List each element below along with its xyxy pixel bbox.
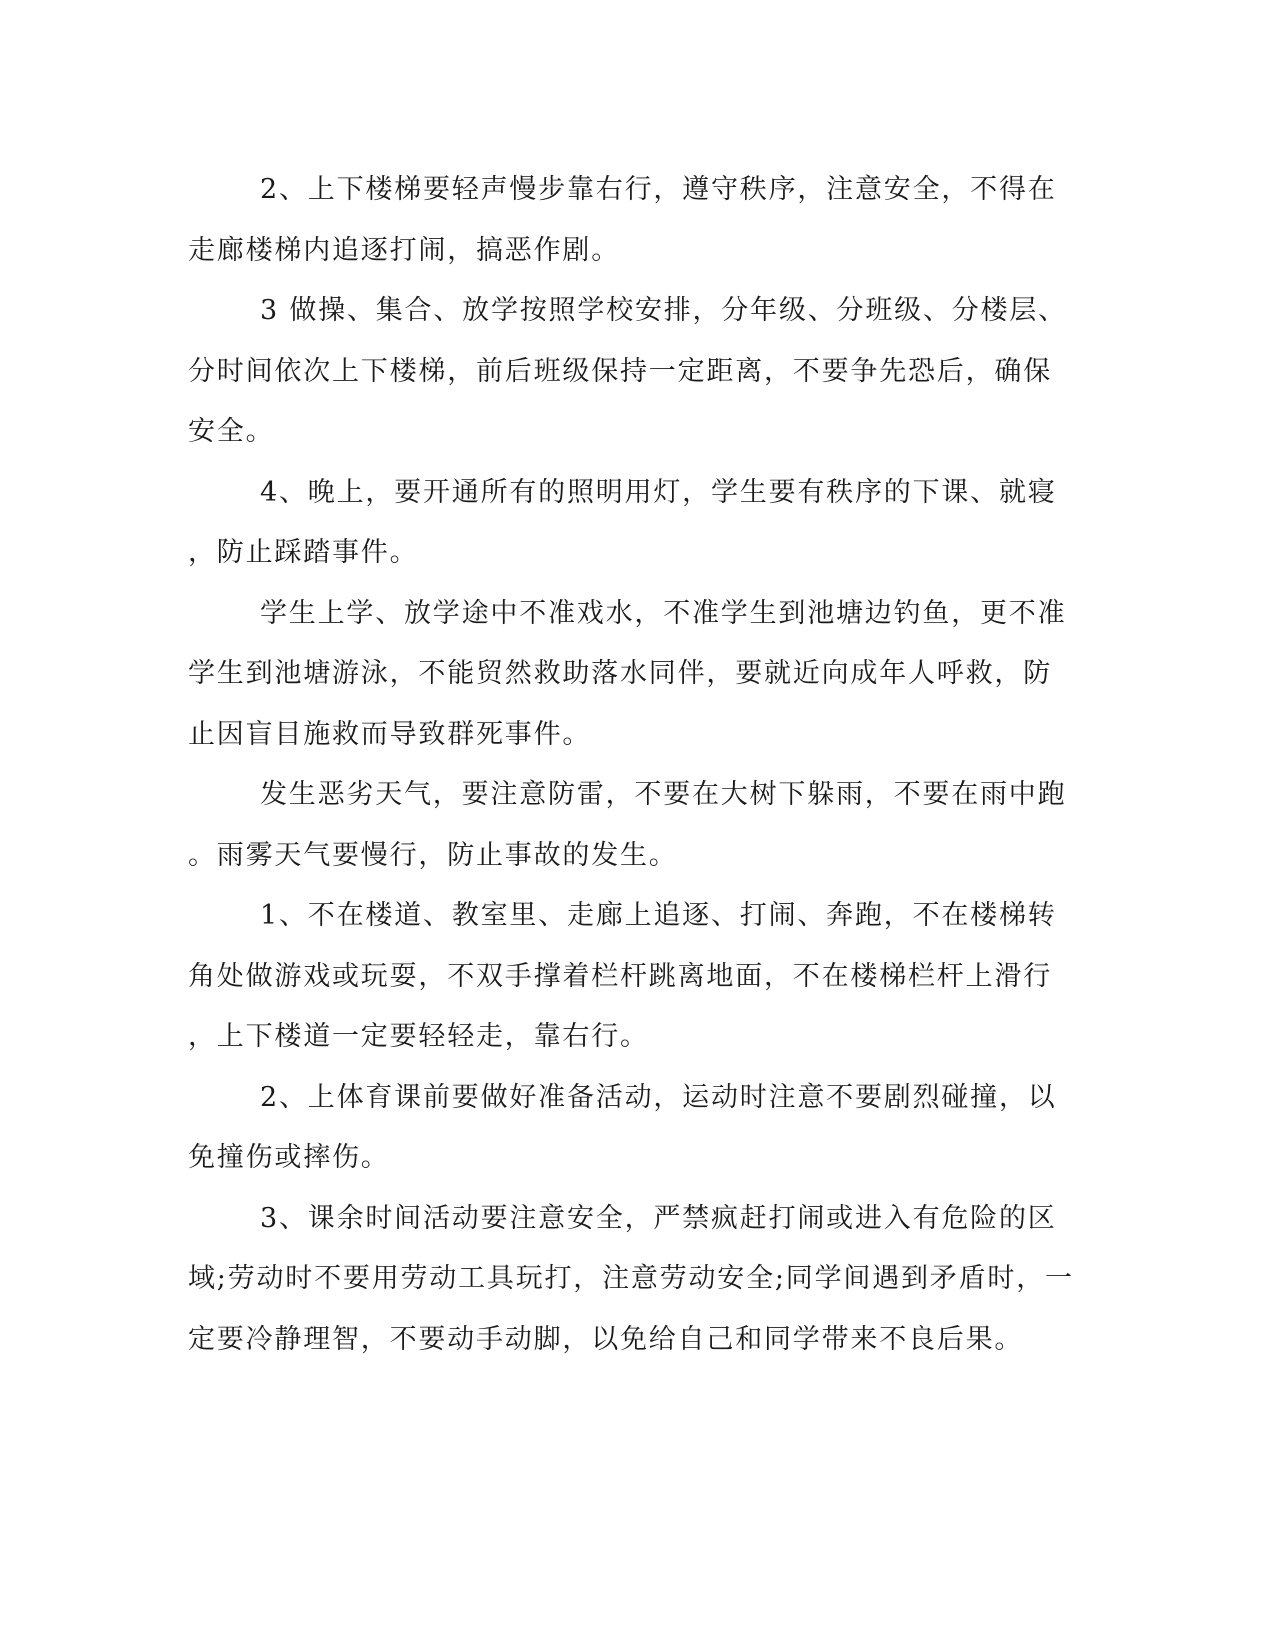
paragraph-first-line: 2、上体育课前要做好准备活动，运动时注意不要剧烈碰撞，以 — [260, 1081, 1057, 1113]
document-body — [188, 160, 1074, 1370]
paragraph-line: 定要冷静理智，不要动手动脚，以免给自己和同学带来不良后果。 — [188, 1323, 1024, 1355]
paragraph-first-line: 3 做操、集合、放学按照学校安排，分年级、分班级、分楼层、 — [260, 295, 1067, 326]
paragraph-first-line: 发生恶劣天气，要注意防雷，不要在大树下躲雨，不要在雨中跑 — [260, 779, 1067, 810]
paragraph-line: 学生到池塘游泳，不能贸然救助落水同伴，要就近向成年人呼救，防 — [188, 658, 1052, 689]
paragraph-line: 角处做游戏或玩耍，不双手撑着栏杆跳离地面，不在楼梯栏杆上滑行 — [188, 960, 1052, 992]
paragraph-line: 分时间依次上下楼梯，前后班级保持一定距离，不要争先恐后，确保 — [188, 355, 1052, 387]
paragraph-line: 安全。 — [188, 416, 275, 447]
paragraph-line: 免撞伤或摔伤。 — [188, 1142, 390, 1173]
paragraph-line: 走廊楼梯内追逐打闹，搞恶作剧。 — [188, 234, 620, 266]
paragraph-first-line: 4、晚上，要开通所有的照明用灯，学生要有秩序的下课、就寝 — [260, 476, 1057, 508]
paragraph-first-line: 2、上下楼梯要轻声慢步靠右行，遵守秩序，注意安全，不得在 — [260, 174, 1057, 205]
paragraph-line: ，防止踩踏事件。 — [188, 537, 419, 568]
paragraph-line: 域;劳动时不要用劳动工具玩打，注意劳动安全;同学间遇到矛盾时，一 — [188, 1263, 1074, 1294]
paragraph-line: 。雨雾天气要慢行，防止事故的发生。 — [188, 839, 678, 871]
paragraph-line: ，上下楼道一定要轻轻走，靠右行。 — [188, 1021, 649, 1052]
paragraph-line: 止因盲目施救而导致群死事件。 — [188, 718, 592, 750]
paragraph-first-line: 学生上学、放学途中不准戏水，不准学生到池塘边钓鱼，更不准 — [260, 597, 1067, 629]
paragraph-first-line: 3、课余时间活动要注意安全，严禁疯赶打闹或进入有危险的区 — [260, 1202, 1057, 1234]
paragraph-first-line: 1、不在楼道、教室里、走廊上追逐、打闹、奔跑，不在楼梯转 — [260, 900, 1057, 931]
